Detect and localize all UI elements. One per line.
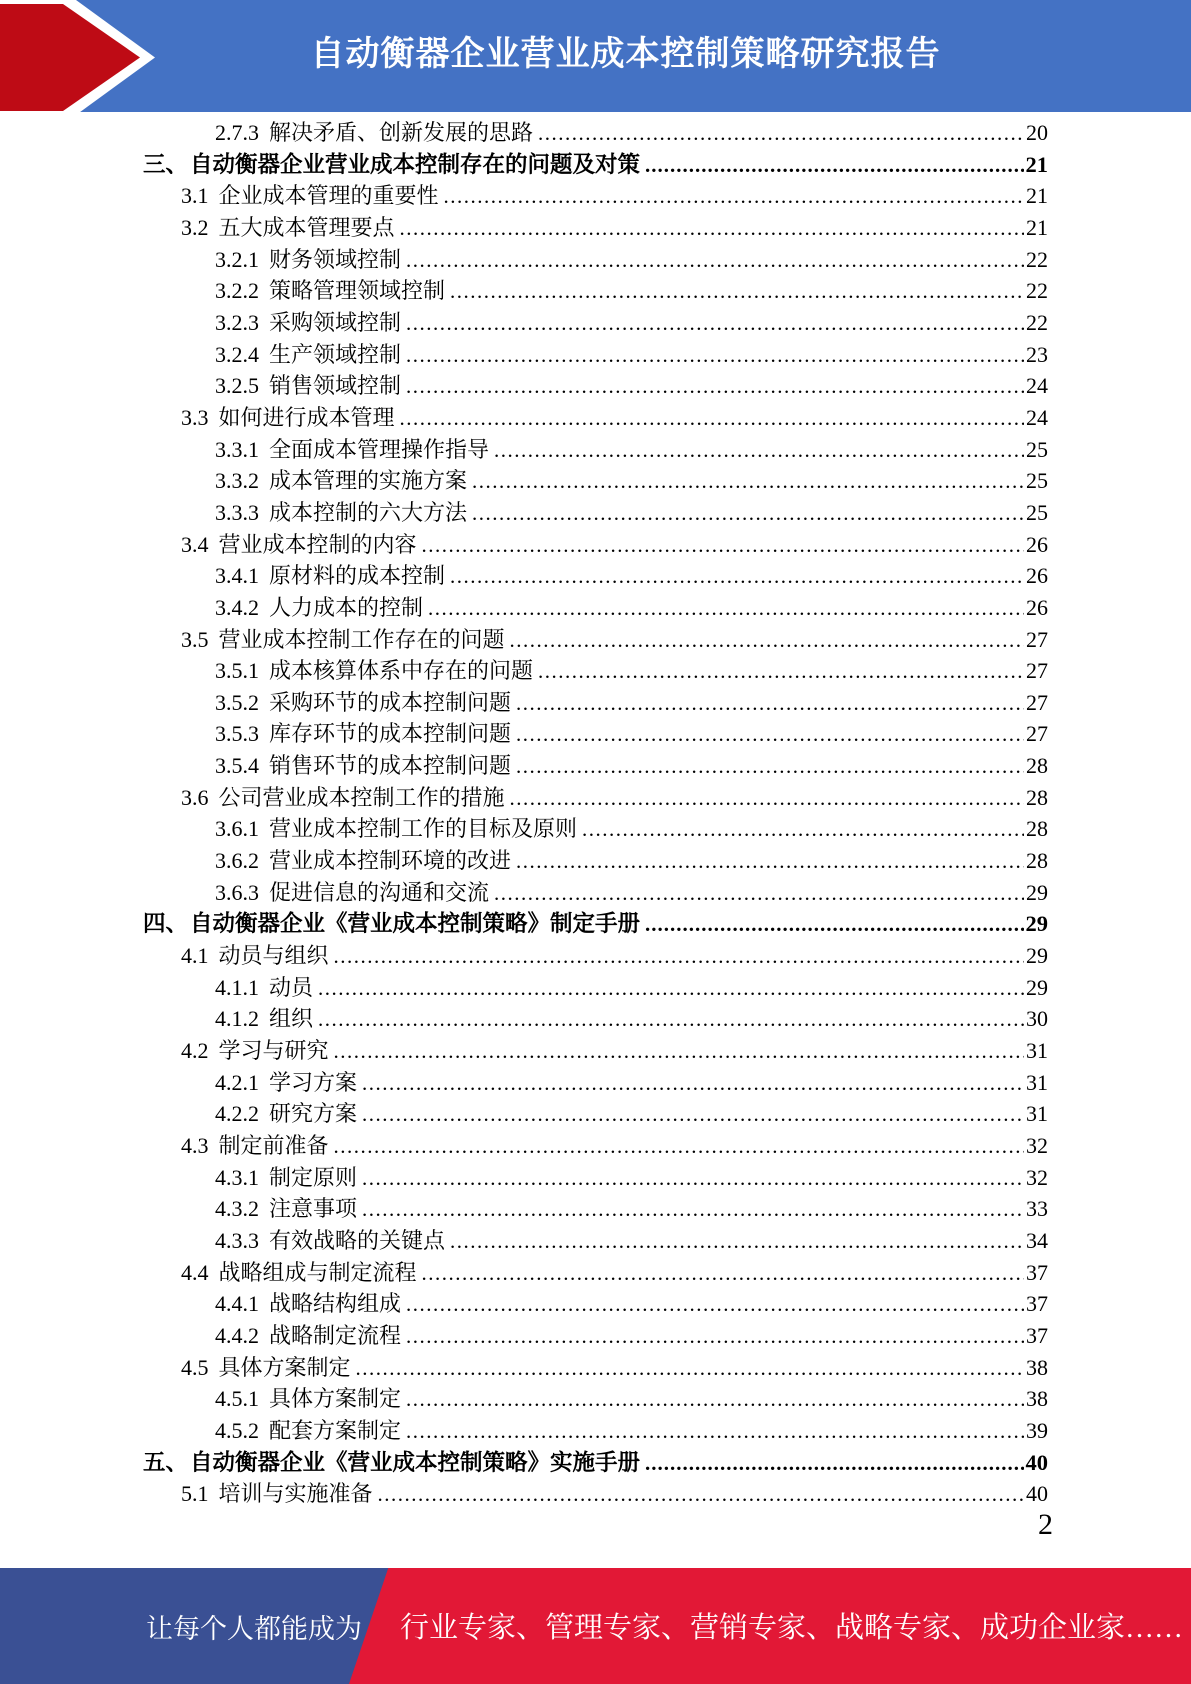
toc-leader-dots [406,1288,1024,1321]
toc-entry[interactable] [143,1035,1048,1067]
toc-leader-dots [516,845,1024,878]
toc-entry-page: 25 [1026,499,1048,525]
toc-entry-title: 自动衡器企业《营业成本控制策略》实施手册 [190,1449,641,1475]
toc-leader-dots [406,370,1024,403]
toc-entry-number: 3.3.1 [215,436,259,462]
toc-entry-title: 自动衡器企业营业成本控制存在的问题及对策 [190,151,641,177]
toc-leader-dots [450,1225,1024,1258]
toc-entry[interactable] [143,339,1048,371]
toc-entry-title: 全面成本管理操作指导 [269,436,490,462]
toc-entry-title: 如何进行成本管理 [218,404,395,430]
toc-entry[interactable] [143,275,1048,307]
toc-entry-page: 30 [1026,1006,1048,1032]
toc-entry-page: 26 [1026,531,1048,557]
toc-entry[interactable] [143,972,1048,1004]
toc-entry[interactable] [143,1447,1048,1479]
toc-leader-dots [510,782,1024,815]
toc-entry[interactable] [143,592,1048,624]
toc-leader-dots [406,244,1024,277]
toc-leader-dots [516,687,1024,720]
toc-entry[interactable] [143,1098,1048,1130]
toc-entry-page: 22 [1026,309,1048,335]
toc-entry[interactable] [143,370,1048,402]
toc-entry-page: 40 [1026,1481,1048,1507]
toc-leader-dots [334,1130,1024,1163]
toc-entry-number: 4.4 [181,1259,209,1285]
toc-entry-page: 31 [1026,1101,1048,1127]
toc-entry-number: 3.5.3 [215,721,259,747]
toc-entry[interactable] [143,908,1048,940]
toc-entry-page: 23 [1026,341,1048,367]
toc-entry-page: 24 [1026,404,1048,430]
toc-entry[interactable] [143,180,1048,212]
toc-entry[interactable] [143,845,1048,877]
toc-entry-number: 2.7.3 [215,120,259,145]
toc-entry-title: 培训与实施准备 [218,1481,373,1507]
toc-leader-dots [422,1257,1024,1290]
toc-entry-page: 40 [1025,1449,1048,1475]
toc-entry[interactable] [143,560,1048,592]
toc-entry-number: 4.1.1 [215,974,259,1000]
toc-entry-number: 5.1 [181,1481,209,1507]
toc-entry-title: 学习方案 [269,1069,358,1095]
toc-entry-page: 27 [1026,658,1048,684]
toc-entry-title: 营业成本控制环境的改进 [269,848,512,874]
toc-entry-page: 21 [1026,183,1048,209]
toc-entry[interactable] [143,1130,1048,1162]
toc-entry-page: 32 [1026,1133,1048,1158]
toc-entry-number: 3.2.4 [215,341,259,367]
toc-entry-title: 五大成本管理要点 [218,214,395,240]
footer-slogan-right: 行业专家、管理专家、营销专家、战略专家、成功企业家…… [400,1612,1184,1644]
toc-entry-number: 3.3.3 [215,499,259,525]
toc-entry-page: 29 [1026,879,1048,905]
toc-leader-dots [472,497,1024,530]
toc-leader-dots [645,1447,1023,1480]
toc-entry-number: 3.3.2 [215,468,259,494]
toc-entry[interactable] [143,1003,1048,1035]
toc-entry-number: 4.1.2 [215,1006,259,1032]
toc-entry-number: 3.5.1 [215,658,259,684]
toc-leader-dots [538,117,1024,150]
toc-leader-dots [406,307,1024,340]
toc-entry-page: 29 [1026,943,1048,969]
toc-entry-number: 3.2.2 [215,278,259,304]
toc-entry-title: 战略组成与制定流程 [218,1259,417,1285]
toc-entry-page: 31 [1026,1038,1048,1064]
toc-entry-title: 营业成本控制的内容 [218,531,417,557]
toc-entry-title: 营业成本控制工作的目标及原则 [269,816,578,842]
toc-entry[interactable] [143,750,1048,782]
report-title: 自动衡器企业营业成本控制策略研究报告 [310,34,941,73]
toc-entry[interactable] [143,1193,1048,1225]
toc-entry-number: 4.4.2 [215,1322,259,1348]
toc-entry-number: 3.5.4 [215,753,259,779]
page-footer [0,1568,1191,1684]
toc-entry-title: 原材料的成本控制 [269,563,446,589]
toc-entry-number: 3.4.2 [215,594,259,620]
toc-entry-number: 4.4.1 [215,1291,259,1317]
toc-entry-title: 人力成本的控制 [269,594,424,620]
toc-entry[interactable] [143,465,1048,497]
toc-entry-number: 3.2.1 [215,246,259,272]
toc-leader-dots [444,180,1024,213]
toc-entry-page: 26 [1026,594,1048,620]
toc-leader-dots [645,908,1023,941]
toc-entry-page: 24 [1026,373,1048,399]
page-number: 2 [1038,1508,1053,1541]
toc-entry-number: 3.4 [181,531,209,557]
toc-leader-dots [400,212,1024,245]
toc-leader-dots [645,149,1023,182]
toc-leader-dots [494,434,1024,467]
toc-leader-dots [356,1352,1024,1385]
toc-entry-page: 27 [1026,689,1048,715]
toc-leader-dots [422,529,1024,562]
toc-entry-title: 自动衡器企业《营业成本控制策略》制定手册 [190,911,641,937]
toc-leader-dots [362,1162,1024,1195]
toc-entry-title: 动员与组织 [218,943,329,969]
toc-entry-page: 21 [1026,214,1048,240]
toc-entry-title: 有效战略的关键点 [269,1227,446,1253]
toc-entry-title: 配套方案制定 [269,1417,402,1443]
toc-entry-number: 3.6.2 [215,848,259,874]
toc-entry-page: 37 [1026,1322,1048,1348]
toc-entry-title: 成本控制的六大方法 [269,499,468,525]
toc-entry[interactable] [143,1067,1048,1099]
toc-leader-dots [406,1383,1024,1416]
toc-entry[interactable] [143,877,1048,909]
toc-entry-number: 4.1 [181,943,209,969]
toc-leader-dots [362,1193,1024,1226]
toc-entry[interactable] [143,718,1048,750]
toc-entry-title: 制定前准备 [218,1133,329,1158]
toc-entry-number: 3.1 [181,183,209,209]
toc-leader-dots [538,655,1024,688]
toc-entry-page: 33 [1026,1196,1048,1222]
toc-entry-number: 3.6.3 [215,879,259,905]
toc-entry-number: 4.3.3 [215,1227,259,1253]
toc-leader-dots [450,275,1024,308]
toc-entry-page: 29 [1026,974,1048,1000]
toc-entry-number: 3.3 [181,404,209,430]
toc-entry-page: 34 [1026,1227,1048,1253]
toc-entry[interactable] [143,434,1048,466]
toc-entry-title: 组织 [269,1006,314,1032]
toc-entry-title: 战略制定流程 [269,1322,402,1348]
toc-entry-number: 3.6 [181,784,209,810]
toc-entry[interactable] [143,212,1048,244]
toc-entry-page: 31 [1026,1069,1048,1095]
toc-entry[interactable] [143,782,1048,814]
toc-entry-number: 3.2.5 [215,373,259,399]
toc-entry-number: 4.2 [181,1038,209,1064]
toc-entry-title: 采购环节的成本控制问题 [269,689,512,715]
toc-entry[interactable] [143,117,1048,149]
toc-entry-page: 21 [1025,151,1048,177]
toc-entry-title: 学习与研究 [218,1038,329,1064]
toc-entry-page: 20 [1026,120,1048,145]
toc-entry-title: 成本核算体系中存在的问题 [269,658,534,684]
toc-entry-page: 26 [1026,563,1048,589]
toc-entry-number: 四、 [143,911,189,937]
toc-entry[interactable] [143,497,1048,529]
toc-leader-dots [400,402,1024,435]
toc-entry-title: 企业成本管理的重要性 [218,183,439,209]
toc-entry[interactable] [143,940,1048,972]
toc-entry-page: 22 [1026,246,1048,272]
toc-entry-page: 25 [1026,468,1048,494]
toc-entry-title: 具体方案制定 [218,1354,351,1380]
toc-entry-number: 4.3.2 [215,1196,259,1222]
toc-entry[interactable] [143,149,1048,181]
toc-leader-dots [334,1035,1024,1068]
toc-entry-page: 37 [1026,1291,1048,1317]
toc-entry-number: 4.2.2 [215,1101,259,1127]
toc-entry-number: 4.5.1 [215,1386,259,1412]
toc-leader-dots [428,592,1024,625]
toc-entry-number: 3.5 [181,626,209,652]
toc-entry-number: 4.5.2 [215,1417,259,1443]
toc-entry[interactable] [143,244,1048,276]
toc-entry-title: 战略结构组成 [269,1291,402,1317]
toc-entry-title: 公司营业成本控制工作的措施 [218,784,505,810]
toc-entry-page: 32 [1026,1164,1048,1190]
toc-entry-title: 营业成本控制工作存在的问题 [218,626,505,652]
toc-entry-number: 五、 [143,1449,189,1475]
toc-entry-number: 三、 [143,151,189,177]
toc-leader-dots [516,750,1024,783]
toc-leader-dots [378,1478,1024,1511]
toc-entry-title: 制定原则 [269,1164,358,1190]
toc-leader-dots [582,813,1024,846]
toc-leader-dots [362,1067,1024,1100]
toc-entry-page: 29 [1025,911,1048,937]
toc-entry-title: 研究方案 [269,1101,358,1127]
toc-entry-title: 生产领域控制 [269,341,402,367]
toc-entry-title: 策略管理领域控制 [269,278,446,304]
toc-entry[interactable] [143,307,1048,339]
toc-entry-page: 38 [1026,1386,1048,1412]
toc-entry-number: 3.2 [181,214,209,240]
toc-entry-title: 财务领域控制 [269,246,402,272]
toc-entry-page: 38 [1026,1354,1048,1380]
toc-entry[interactable] [143,1415,1048,1447]
report-header [0,0,1191,112]
toc-entry-number: 4.5 [181,1354,209,1380]
toc-entry-title: 成本管理的实施方案 [269,468,468,494]
toc-entry[interactable] [143,655,1048,687]
toc-leader-dots [450,560,1024,593]
toc-entry-number: 4.2.1 [215,1069,259,1095]
toc-entry-title: 具体方案制定 [269,1386,402,1412]
toc-entry-title: 动员 [269,974,314,1000]
toc-leader-dots [318,972,1024,1005]
toc-entry-number: 4.3 [181,1133,209,1158]
toc-entry-title: 注意事项 [269,1196,358,1222]
toc-entry-page: 25 [1026,436,1048,462]
toc-leader-dots [406,1415,1024,1448]
toc-entry-title: 库存环节的成本控制问题 [269,721,512,747]
toc-entry[interactable] [143,1288,1048,1320]
toc-leader-dots [494,877,1024,910]
footer-slogan-left: 让每个人都能成为 [146,1614,362,1644]
toc-entry[interactable] [143,624,1048,656]
toc-entry-page: 39 [1026,1417,1048,1443]
toc-entry[interactable] [143,1320,1048,1352]
toc-entry[interactable] [143,402,1048,434]
toc-entry-page: 22 [1026,278,1048,304]
toc-leader-dots [334,940,1024,973]
toc-leader-dots [406,339,1024,372]
toc-entry[interactable] [143,1162,1048,1194]
toc-entry-number: 3.5.2 [215,689,259,715]
toc-entry-page: 28 [1026,784,1048,810]
toc-entry-page: 28 [1026,816,1048,842]
toc-entry-number: 3.2.3 [215,309,259,335]
toc-leader-dots [510,624,1024,657]
toc-entry-page: 37 [1026,1259,1048,1285]
toc-entry[interactable] [143,813,1048,845]
toc-leader-dots [516,718,1024,751]
toc-entry-page: 27 [1026,721,1048,747]
toc-entry-page: 28 [1026,848,1048,874]
toc-entry-title: 销售环节的成本控制问题 [269,753,512,779]
toc-entry[interactable] [143,1478,1048,1510]
toc-entry[interactable] [143,687,1048,719]
toc-leader-dots [472,465,1024,498]
toc-entry-page: 28 [1026,753,1048,779]
table-of-contents [143,117,1048,1510]
toc-entry-title: 解决矛盾、创新发展的思路 [269,120,534,145]
toc-entry-page: 27 [1026,626,1048,652]
toc-leader-dots [318,1003,1024,1036]
toc-entry[interactable] [143,1352,1048,1384]
toc-entry-title: 销售领域控制 [269,373,402,399]
toc-entry[interactable] [143,1225,1048,1257]
toc-entry[interactable] [143,529,1048,561]
toc-entry-number: 4.3.1 [215,1164,259,1190]
toc-leader-dots [406,1320,1024,1353]
toc-entry[interactable] [143,1383,1048,1415]
toc-leader-dots [362,1098,1024,1131]
toc-entry-number: 3.6.1 [215,816,259,842]
toc-entry-title: 促进信息的沟通和交流 [269,879,490,905]
toc-entry-number: 3.4.1 [215,563,259,589]
toc-entry-title: 采购领域控制 [269,309,402,335]
toc-entry[interactable] [143,1257,1048,1289]
